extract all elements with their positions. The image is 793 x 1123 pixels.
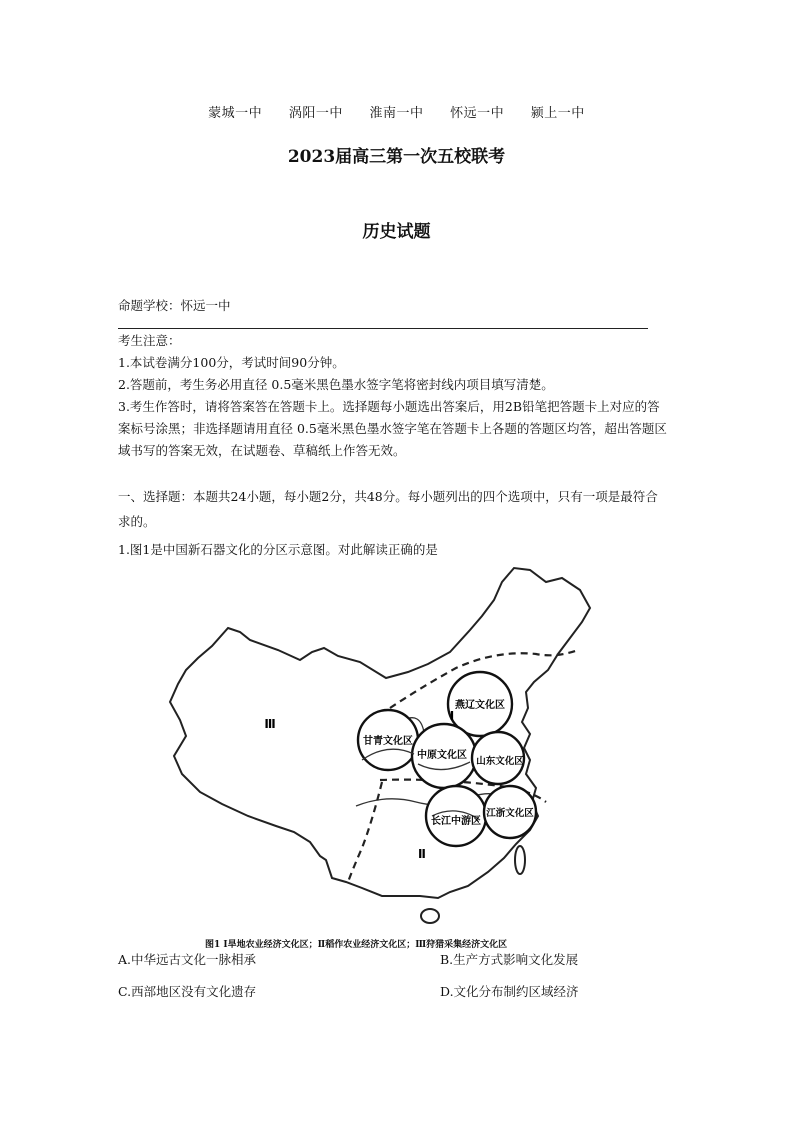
notice-item: 3.考生作答时，请将答案答在答题卡上。选择题每小题选出答案后，用2B铅笔把答题卡上对应的答案标号涂黑；非选择题请用直径 0.5毫米黑色墨水签字笔在答题卡上各题的答题区均答，超出答题区域书写的答案无效，在试题卷、草稿纸上作答无效。 [118,399,667,458]
school-name: 涡阳一中 [288,106,343,121]
taiwan-island [515,846,525,874]
school-name: 淮南一中 [369,106,424,121]
label-shandong: 山东文化区 [476,756,524,767]
exam-title: 2023届高三第一次五校联考 [287,147,506,167]
school-name: 颍上一中 [530,106,585,121]
label-zhongyuan: 中原文化区 [417,750,467,761]
notice-heading: 考生注意： [118,333,181,348]
label-yanliao: 燕辽文化区 [455,700,505,711]
option-b: B.生产方式影响文化发展 [440,952,579,967]
label-jiangzhe: 江浙文化区 [486,808,534,819]
label-region-3: Ⅲ [264,717,276,731]
option-d: D.文化分布制约区域经济 [440,984,579,999]
label-region-2: Ⅱ [418,847,426,861]
question-stem: 1.图1是中国新石器文化的分区示意图。对此解读正确的是 [118,542,438,557]
label-gansu-qinghai: 甘青文化区 [363,736,413,747]
label-changjiang: 长江中游区 [431,816,481,827]
option-c: C.西部地区没有文化遗存 [118,984,257,999]
notice-item: 2.答题前，考生务必用直径 0.5毫米黑色墨水签字笔将密封线内项目填写清楚。 [118,377,554,392]
hainan-island [421,909,439,923]
school-name: 怀远一中 [450,106,505,121]
label-region-1: Ⅰ [449,709,455,723]
participating-schools [0,102,793,121]
school-name: 蒙城一中 [208,106,263,121]
divider-line [118,328,648,329]
section-intro: 一、选择题：本题共24小题，每小题2分，共48分。每小题列出的四个选项中，只有一项是最符合求的。 [118,489,658,529]
subject-title: 历史试题 [362,222,431,242]
option-a: A.中华远古文化一脉相承 [118,952,257,967]
figure-caption: 图1 Ⅰ旱地农业经济文化区；Ⅱ稻作农业经济文化区；Ⅲ狩猎采集经济文化区 [205,940,508,950]
china-neolithic-map [150,560,600,940]
region-boundary-west [348,782,382,882]
proposing-school: 命题学校：怀远一中 [118,298,231,313]
notice-item: 1.本试卷满分100分，考试时间90分钟。 [118,355,345,370]
